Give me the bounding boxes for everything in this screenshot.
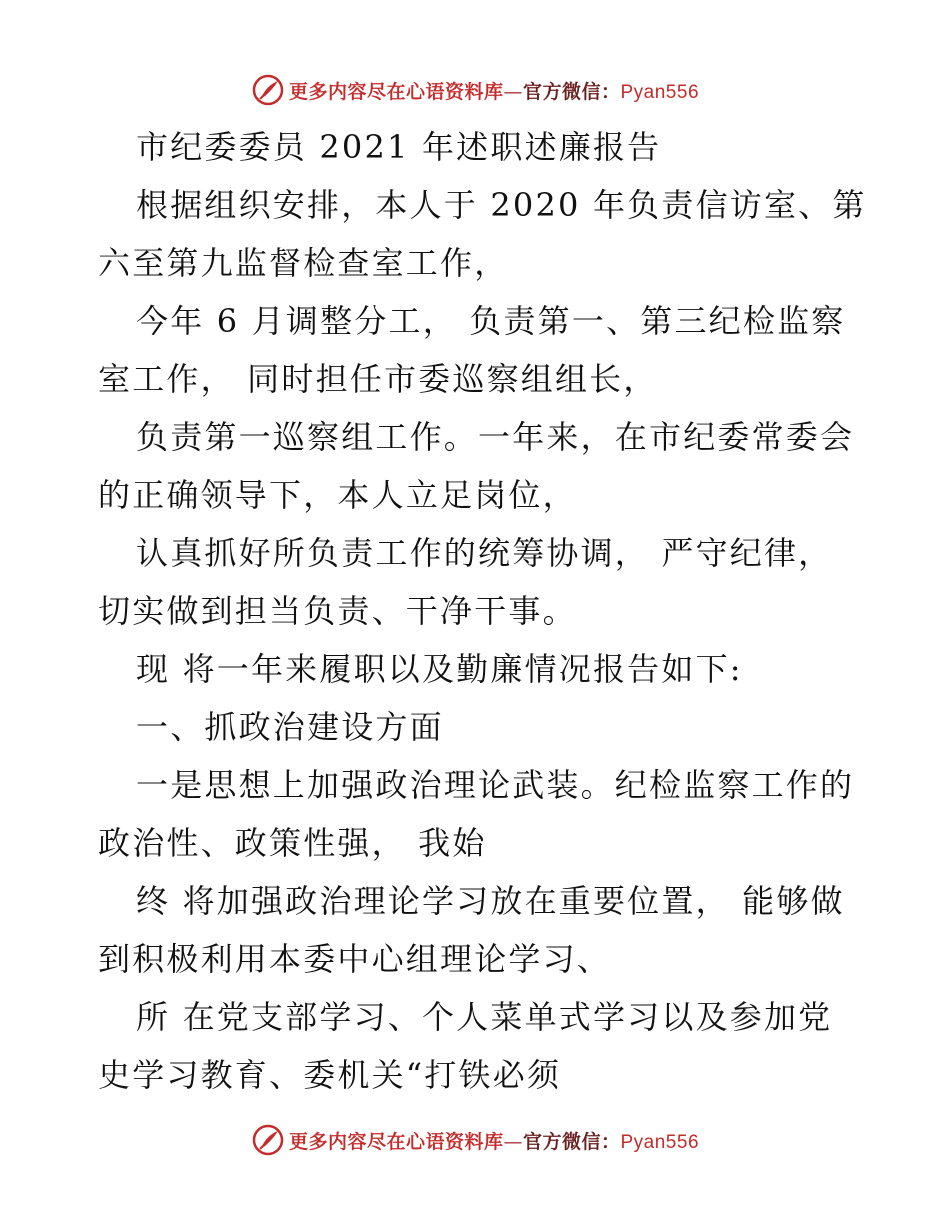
text-line: 室工作， 同时担任市委巡察组组长， [98, 360, 658, 398]
quill-logo-icon [251, 73, 285, 107]
banner-handle: Pyan556 [620, 1131, 700, 1153]
banner-handle: Pyan556 [620, 81, 700, 103]
text-line: 今年 6 月调整分工， 负责第一、第三纪检监察 [136, 302, 846, 340]
text-line: 一是思想上加强政治理论武装。纪检监察工作的 [136, 766, 855, 804]
banner-middle: 官方微信： [522, 1130, 621, 1153]
text-line: 的正确领导下，本人立足岗位， [98, 476, 577, 514]
text-line: 负责第一巡察组工作。一年来，在市纪委常委会 [136, 418, 855, 456]
text-line: 认真抓好所负责工作的统筹协调， 严守纪律， [136, 534, 833, 572]
header-banner [0, 72, 950, 108]
quill-logo-icon [251, 1123, 285, 1157]
banner-text [289, 1127, 699, 1154]
banner-main: 更多内容尽在心语资料库 [288, 80, 504, 103]
banner-middle: 官方微信： [522, 80, 621, 103]
banner-main: 更多内容尽在心语资料库 [288, 1130, 504, 1153]
banner-separator: — [503, 1130, 523, 1153]
text-line: 切实做到担当负责、干净干事。 [98, 592, 577, 630]
document-title: 市纪委委员 2021 年述职述廉报告 [136, 128, 662, 166]
text-line: 终 将加强政治理论学习放在重要位置， 能够做 [136, 882, 845, 920]
section-heading: 一、抓政治建设方面 [136, 708, 444, 746]
text-line: 政治性、政策性强， 我始 [98, 824, 487, 862]
text-line: 六至第九监督检查室工作， [98, 244, 509, 282]
footer-banner [0, 1122, 950, 1158]
banner-separator: — [503, 80, 523, 103]
text-line: 所 在党支部学习、个人菜单式学习以及参加党 [136, 998, 833, 1036]
text-line: 到积极利用本委中心组理论学习、 [98, 940, 612, 978]
banner-text [289, 77, 699, 104]
text-line: 史学习教育、委机关“打铁必须 [98, 1056, 562, 1094]
text-line: 根据组织安排，本人于 2020 年负责信访室、第 [136, 186, 867, 224]
text-line: 现 将一年来履职以及勤廉情况报告如下: [136, 650, 743, 688]
document-body [98, 118, 867, 1104]
